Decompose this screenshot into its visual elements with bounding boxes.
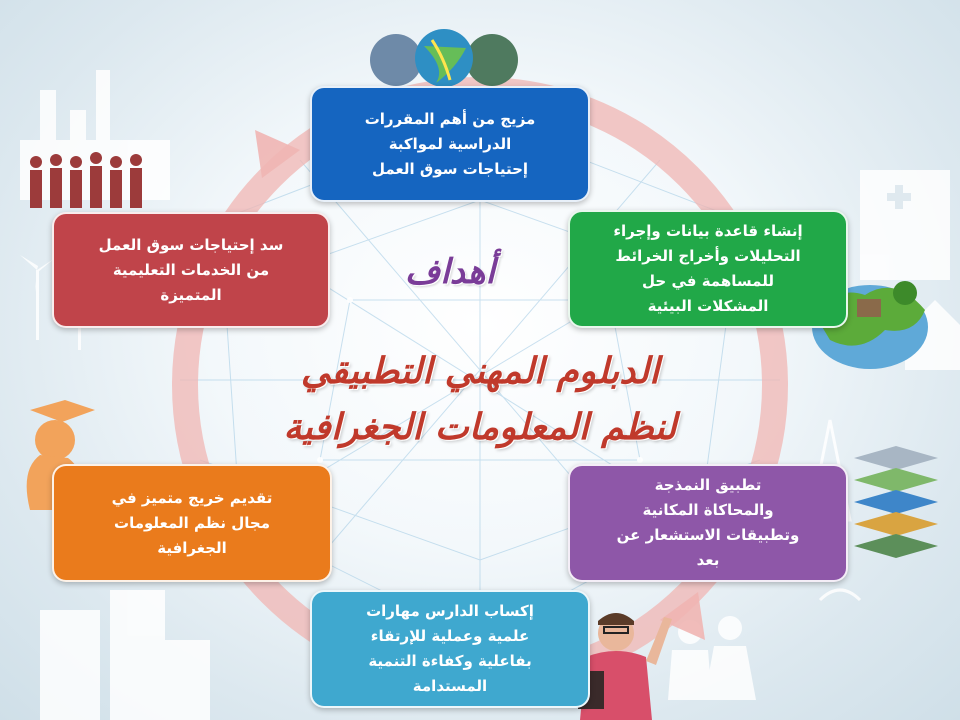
goal-box-lower-left [52,464,332,582]
goal-line: مزيج من أهم المقررات [364,109,536,128]
goal-line: إنشاء قاعدة بيانات وإجراء [613,222,803,240]
goal-line: التحليلات وأخراج الخرائط [615,247,801,265]
goal-line: تقديم خريج متميز في [111,488,273,507]
goal-line: وتطبيقات الاستشعار عن [616,526,800,544]
goal-box-upper-left [52,212,330,328]
diploma-title: الدبلوم المهني التطبيقي [300,350,660,392]
goal-box-upper-right [568,210,848,328]
hospital-icon [860,170,950,280]
goal-line: للمساهمة في حل [642,272,774,290]
goal-line: إكساب الدارس مهارات [366,602,534,620]
goal-line: المستدامة [412,677,488,695]
goal-line: المتميزة [160,285,222,304]
goal-line: تطبيق النمذجة [654,476,762,494]
goal-line: المشكلات البيئية [647,297,769,315]
goal-line: بفاعلية وكفاءة التنمية [368,652,532,670]
goal-line: الدراسية لمواكبة [388,134,512,153]
goals-heading: أهداف [405,252,495,292]
goal-line: علمية وعملية للإرتقاء [370,627,530,645]
map-globes-icon [366,28,522,88]
goal-line: من الخدمات التعليمية [112,260,270,279]
goal-line: مجال نظم المعلومات [114,513,271,532]
goal-line: سد إحتياجات سوق العمل [98,235,284,254]
diploma-title-subtitle: لنظم المعلومات الجغرافية [283,406,677,448]
office-building-icon [40,590,210,720]
goal-box-top [310,86,590,202]
goal-line: والمحاكاة المكانية [642,501,774,519]
businessmen-group-icon [24,150,156,210]
gis-layers-icon [850,440,942,570]
goal-line: الجغرافية [157,538,227,557]
goal-line: إحتياجات سوق العمل [371,159,529,178]
goal-box-lower-right [568,464,848,582]
goal-box-bottom [310,590,590,708]
goal-line: بعد [696,551,720,569]
